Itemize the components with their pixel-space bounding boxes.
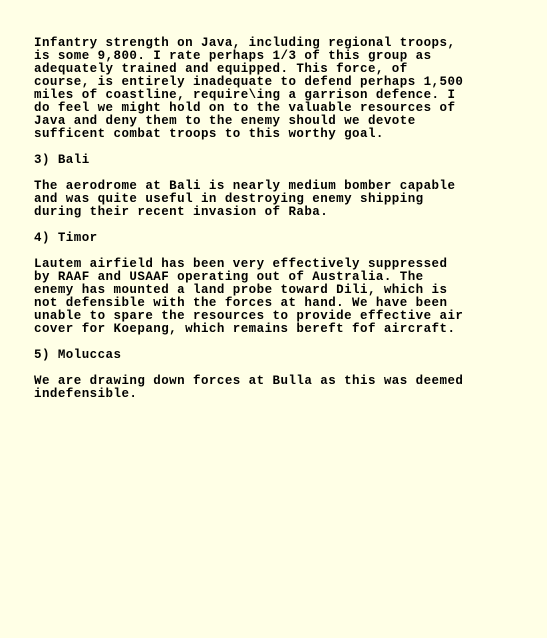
paragraph-gap [34, 219, 534, 232]
bali-paragraph: The aerodrome at Bali is nearly medium bomber capable and was quite useful in destroying enemy shipping during their recent invasion of Raba. [34, 179, 456, 219]
paragraph-gap [34, 141, 534, 154]
bali-heading: 3) Bali [34, 153, 90, 167]
timor-heading: 4) Timor [34, 231, 98, 245]
java-paragraph: Infantry strength on Java, including regional troops, is some 9,800. I rate perhaps 1/3 of this group as adequately trained and equipped. This force, of course, is entirely inadequate to defend perhaps 1,500 miles of coastline, require\ing a garrison defence. I do feel we might hold on to the valuable resources of Java and deny them to the enemy should we devote sufficent combat troops to this worthy goal. [34, 36, 464, 141]
moluccas-paragraph: We are drawing down forces at Bulla as this was deemed indefensible. [34, 374, 464, 401]
timor-paragraph: Lautem airfield has been very effectively suppressed by RAAF and USAAF operating out of Australia. The enemy has mounted a land probe toward Dili, which is not defensible with the forces at hand. We have been unable to spare the resources to provide effective air cover for Koepang, which remains bereft fof aircraft. [34, 257, 464, 336]
report-text [34, 37, 534, 401]
moluccas-heading: 5) Moluccas [34, 348, 122, 362]
